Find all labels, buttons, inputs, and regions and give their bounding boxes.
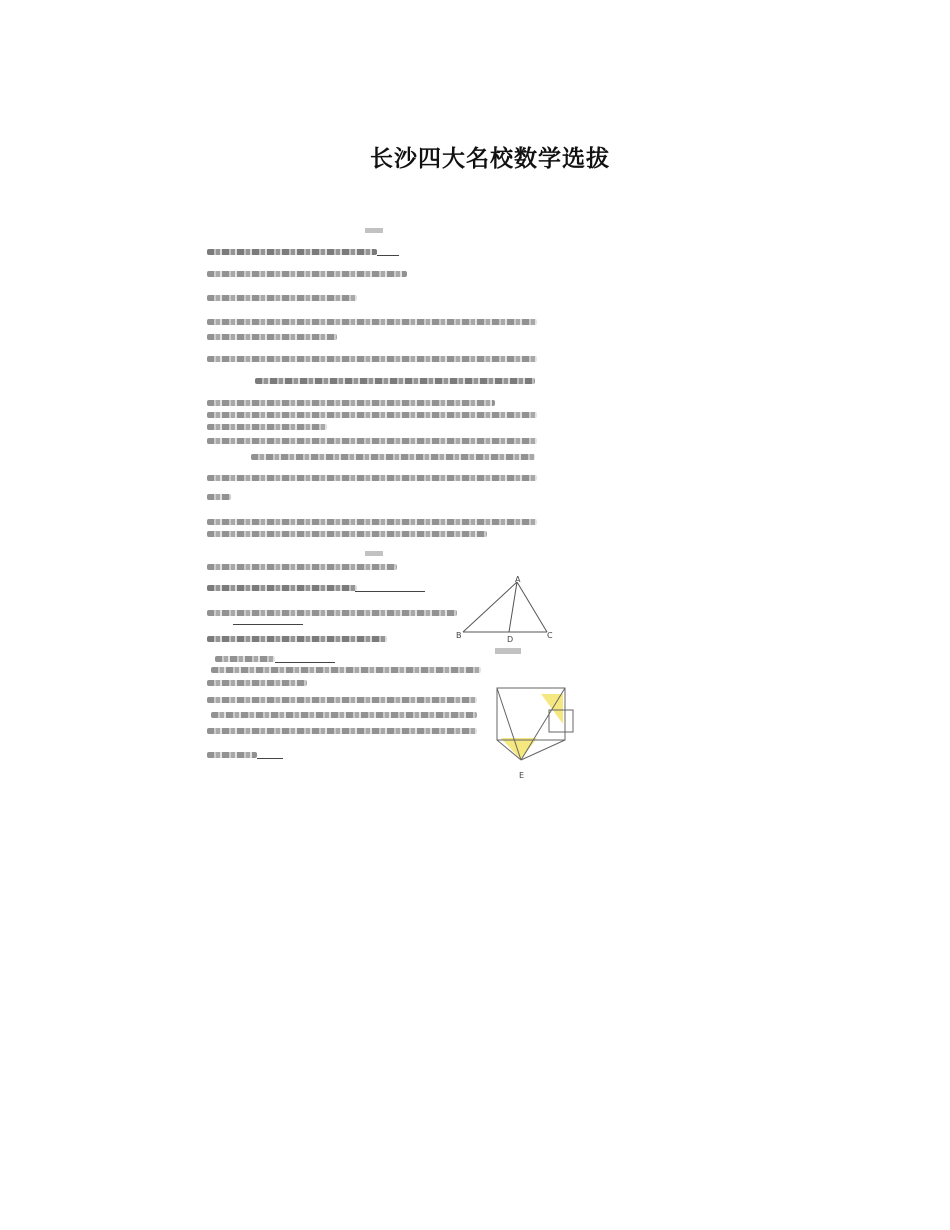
- scanned-exam-page: [205, 222, 583, 790]
- problem-line: [211, 667, 481, 673]
- problem-line: [207, 610, 457, 616]
- figure-caption: [495, 648, 521, 654]
- problem-line: [207, 697, 477, 703]
- answer-blank: [275, 662, 335, 663]
- section-header-2: [365, 551, 383, 556]
- problem-line: [207, 356, 537, 362]
- figure-label-c: C: [547, 631, 553, 640]
- triangle-figure: [455, 574, 565, 664]
- problem-line: [207, 334, 337, 340]
- answer-blank: [233, 624, 303, 625]
- problem-line: [207, 494, 231, 500]
- page-title: 长沙四大名校数学选拔: [370, 145, 610, 172]
- problem-line: [207, 752, 257, 758]
- problem-line: [211, 712, 477, 718]
- answer-blank: [377, 255, 399, 256]
- problem-line: [207, 636, 387, 642]
- answer-blank: [257, 758, 283, 759]
- problem-line: [207, 475, 537, 481]
- problem-line: [207, 585, 357, 591]
- problem-line: [207, 519, 537, 525]
- figure-label-e: E: [519, 771, 525, 780]
- problem-line: [215, 656, 275, 662]
- problem-line: [207, 728, 477, 734]
- problem-line: [207, 424, 327, 430]
- problem-line: [207, 564, 397, 570]
- problem-line: [207, 531, 487, 537]
- square-figure: [487, 680, 579, 790]
- figure-label-a: A: [515, 575, 521, 584]
- problem-line: [207, 680, 307, 686]
- problem-line: [251, 454, 535, 460]
- section-header-1: [365, 228, 383, 233]
- problem-line: [207, 400, 495, 406]
- problem-line: [207, 295, 357, 301]
- answer-blank: [355, 591, 425, 592]
- problem-line: [207, 412, 537, 418]
- figure-label-b: B: [456, 631, 462, 640]
- figure-label-d: D: [507, 635, 514, 644]
- problem-line: [255, 378, 535, 384]
- problem-line: [207, 438, 537, 444]
- problem-line: [207, 271, 407, 277]
- problem-line: [207, 319, 537, 325]
- problem-line: [207, 249, 377, 255]
